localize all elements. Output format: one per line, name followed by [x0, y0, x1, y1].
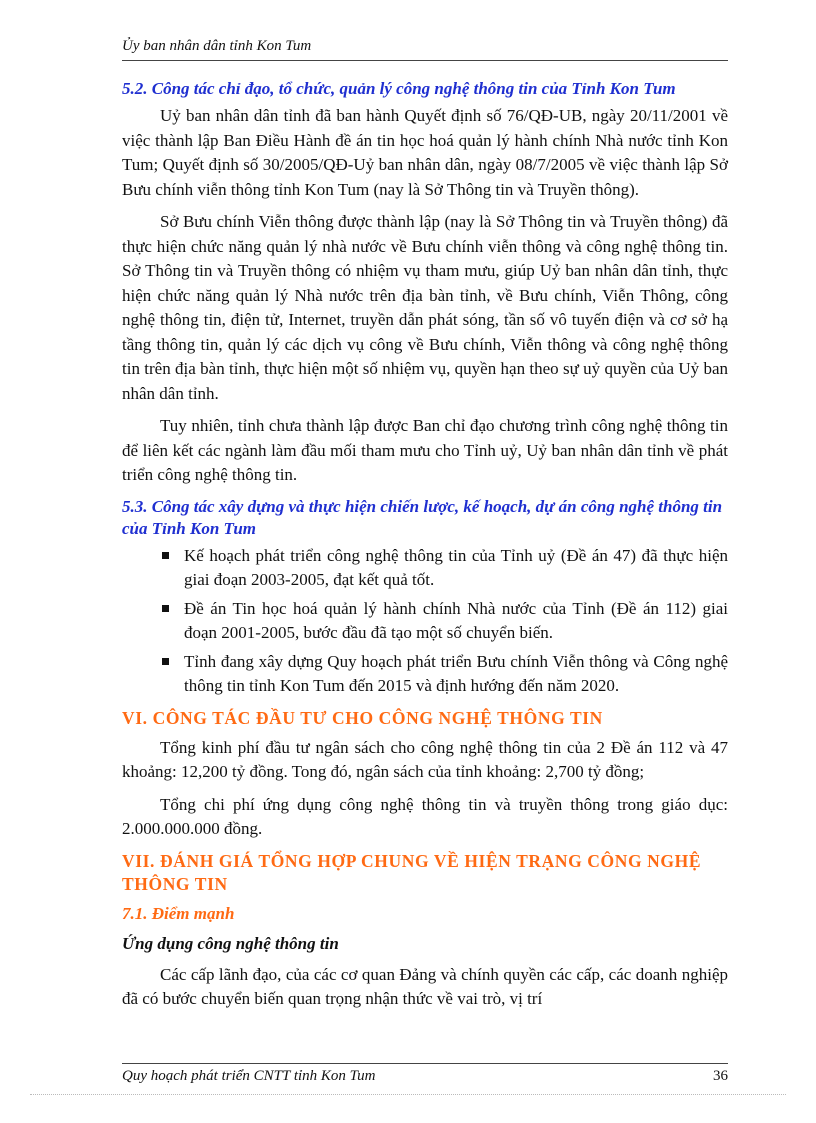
paragraph: Các cấp lãnh đạo, của các cơ quan Đảng và chính quyền các cấp, các doanh nghiệp đã có bước chuyển biến quan trọng nhận thức về vai trò, vị trí	[122, 964, 728, 1008]
subheading-ung-dung: Ứng dụng công nghệ thông tin	[122, 934, 339, 953]
subsection-7-1-heading: 7.1. Điểm mạnh	[122, 903, 235, 923]
list-item: Đề án Tin học hoá quản lý hành chính Nhà nước của Tỉnh (Đề án 112) giai đoạn 2001-2005, bước đầu đã tạo một số chuyển biến.	[122, 597, 728, 646]
paragraph: Tuy nhiên, tỉnh chưa thành lập được Ban chỉ đạo chương trình công nghệ thông tin để liên kết các ngành làm đầu mối tham mưu cho Tỉnh uỷ, Uỷ ban nhân dân tỉnh về phát triển công nghệ thông tin.	[122, 416, 728, 484]
header-rule	[122, 60, 728, 61]
footer-rule	[122, 1063, 728, 1064]
page-footer	[122, 1068, 728, 1085]
section-5-2-heading: 5.2. Công tác chỉ đạo, tổ chức, quản lý công nghệ thông tin của Tỉnh Kon Tum	[122, 79, 676, 98]
page-number: 36	[713, 1068, 728, 1084]
list-item: Kế hoạch phát triển công nghệ thông tin của Tỉnh uỷ (Đề án 47) đã thực hiện giai đoạn 2003-2005, đạt kết quả tốt.	[122, 544, 728, 593]
page-break-dotted-line	[30, 1094, 786, 1095]
paragraph: Tổng kinh phí đầu tư ngân sách cho công nghệ thông tin của 2 Đề án 112 và 47 khoảng: 12,200 tỷ đồng. Tong đó, ngân sách của tỉnh khoảng: 2,700 tỷ đồng;	[122, 737, 728, 781]
square-bullet-icon	[162, 552, 169, 559]
section-5-3-heading: 5.3. Công tác xây dựng và thực hiện chiến lược, kế hoạch, dự án công nghệ thông tin của Tỉnh Kon Tum	[122, 496, 723, 538]
paragraph: Tổng chi phí ứng dụng công nghệ thông tin và truyền thông trong giáo dục: 2.000.000.000 đồng.	[122, 794, 728, 838]
square-bullet-icon	[162, 605, 169, 612]
paragraph: Sở Bưu chính Viễn thông được thành lập (nay là Sở Thông tin và Truyền thông) đã thực hiện chức năng quản lý nhà nước về Bưu chính viễn thông và công nghệ thông tin. Sở Thông tin và Truyền thông có nhiệm vụ tham mưu, giúp Uỷ ban nhân dân tỉnh, thực hiện chức năng quản lý Nhà nước trên địa bàn tỉnh, về Bưu chính, Viễn Thông, công nghệ thông tin, điện tử, Internet, truyền dẫn phát sóng, tần số vô tuyến điện và cơ sở hạ tầng thông tin, quản lý các dịch vụ công về Bưu chính, Viễn thông và công nghệ thông tin trên địa bàn tỉnh, thực hiện một số nhiệm vụ, quyền hạn theo sự uỷ quyền của Uỷ ban nhân dân tỉnh.	[122, 212, 728, 403]
bullet-list	[122, 544, 728, 699]
section-7-heading: VII. ĐÁNH GIÁ TỔNG HỢP CHUNG VỀ HIỆN TRẠNG CÔNG NGHỆ THÔNG TIN	[122, 850, 702, 894]
footer-title: Quy hoạch phát triển CNTT tỉnh Kon Tum	[122, 1068, 376, 1084]
section-6-heading: VI. CÔNG TÁC ĐẦU TƯ CHO CÔNG NGHỆ THÔNG TIN	[122, 707, 603, 728]
square-bullet-icon	[162, 658, 169, 665]
list-item: Tỉnh đang xây dựng Quy hoạch phát triển Bưu chính Viễn thông và Công nghệ thông tin tỉnh Kon Tum đến 2015 và định hướng đến năm 2020.	[122, 650, 728, 699]
paragraph: Uỷ ban nhân dân tỉnh đã ban hành Quyết định số 76/QĐ-UB, ngày 20/11/2001 về việc thành lập Ban Điều Hành đề án tin học hoá quản lý hành chính Nhà nước tỉnh Kon Tum; Quyết định số 30/2005/QĐ-Uỷ ban nhân dân, ngày 08/7/2005 về việc thành lập Sở Bưu chính viễn thông tỉnh Kon Tum (nay là Sở Thông tin và Truyền thông).	[122, 106, 728, 199]
page-header: Ủy ban nhân dân tỉnh Kon Tum	[122, 38, 312, 54]
page-content	[122, 72, 728, 1020]
